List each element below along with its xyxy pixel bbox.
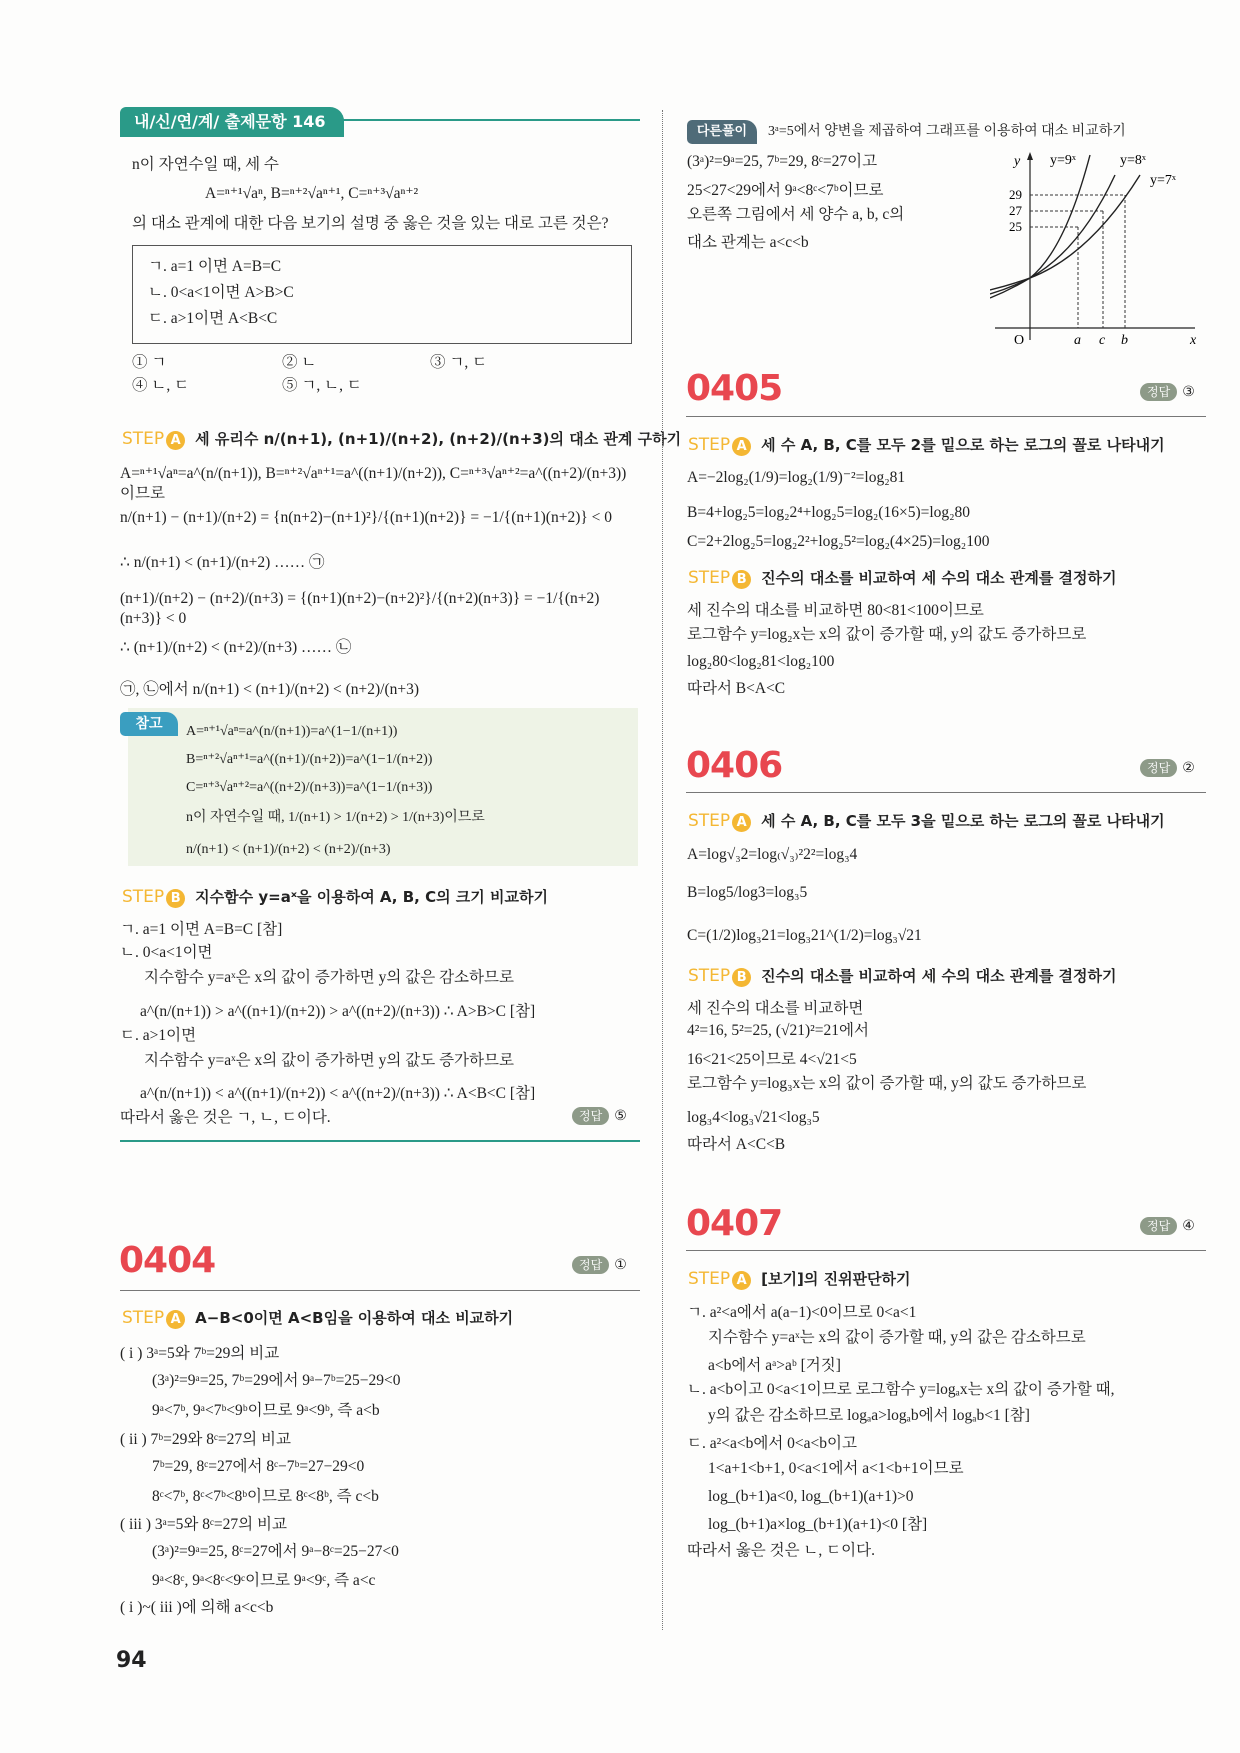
solution-line: log₃4<log₃√21<log₃5 [687, 1109, 820, 1126]
example-item: ㄷ. a>1이면 A<B<C [148, 310, 278, 327]
solution-line: 4²=16, 5²=25, (√21)²=21에서 [687, 1022, 869, 1039]
solution-line: 16<21<25이므로 4<√21<5 [687, 1051, 857, 1068]
solution-line: a^(n/(n+1)) > a^((n+1)/(n+2)) > a^((n+2)/(n+3)) ∴ A>B>C [참] [140, 1003, 536, 1020]
example-item: ㄴ. 0<a<1이면 A>B>C [148, 284, 294, 301]
solution-line: 8ᶜ<7ᵇ, 8ᶜ<7ᵇ<8ᵇ이므로 8ᶜ<8ᵇ, 즉 c<b [152, 1488, 379, 1505]
choice: ⑤ ㄱ, ㄴ, ㄷ [282, 377, 362, 394]
problem-number: 0407 [686, 1203, 783, 1244]
answer-badge [1140, 1217, 1195, 1235]
y-tick: 27 [1009, 203, 1022, 218]
answer-value: ② [1182, 760, 1195, 776]
solution-line: a<b에서 aᵃ>aᵇ [거짓] [708, 1357, 841, 1374]
alt-line: 대소 관계는 a<c<b [687, 234, 809, 251]
note-line: n이 자연수일 때, 1/(n+1) > 1/(n+2) > 1/(n+3)이므로 [186, 810, 485, 825]
solution-line: A=−2log₂(1/9)=log₂(1/9)⁻²=log₂81 [687, 469, 906, 486]
choice: ③ ㄱ, ㄷ [430, 354, 488, 371]
example-item: ㄱ. a=1 이면 A=B=C [148, 258, 282, 275]
solution-line: log_(b+1)a×log_(b+1)(a+1)<0 [참] [708, 1516, 928, 1533]
solution-line: a^(n/(n+1)) < a^((n+1)/(n+2)) < a^((n+2)/(n+3)) ∴ A<B<C [참] [140, 1085, 536, 1102]
step-title: 진수의 대소를 비교하여 세 수의 대소 관계를 결정하기 [761, 569, 1117, 587]
step-badge: A [732, 813, 751, 832]
exponential-graph [990, 150, 1210, 348]
answer-label: 정답 [572, 1107, 609, 1125]
step-b-heading [688, 965, 1117, 987]
y-tick: 25 [1009, 219, 1022, 234]
column-divider [662, 110, 663, 1630]
note-line: C=ⁿ⁺³√aⁿ⁺²=a^((n+2)/(n+3))=a^(1−1/(n+3)) [186, 780, 433, 795]
choice: ④ ㄴ, ㄷ [132, 377, 190, 394]
solution-line: 9ᵃ<7ᵇ, 9ᵃ<7ᵇ<9ᵇ이므로 9ᵃ<9ᵇ, 즉 a<b [152, 1402, 380, 1419]
solution-line: ( i )~( iii )에 의해 a<c<b [120, 1599, 274, 1616]
solution-line: (n+1)/(n+2) − (n+2)/(n+3) = {(n+1)(n+2)−(n+2)²}/{(n+2)(n+3)} = −1/{(n+2)(n+3)} < 0 [120, 590, 600, 627]
answer-value: ③ [1182, 384, 1195, 400]
solution-line: 7ᵇ=29, 8ᶜ=27에서 8ᶜ−7ᵇ=27−29<0 [152, 1458, 365, 1475]
solution-line: 지수함수 y=aˣ는 x의 값이 증가할 때, y의 값은 감소하므로 [708, 1329, 1086, 1346]
answer-value: ④ [1182, 1218, 1195, 1234]
answer-label: 정답 [1140, 1217, 1177, 1235]
step-badge: A [166, 431, 185, 450]
problem-rule [686, 792, 1206, 793]
solution-line: 9ᵃ<8ᶜ, 9ᵃ<8ᶜ<9ᶜ이므로 9ᵃ<9ᶜ, 즉 a<c [152, 1572, 376, 1589]
step-b-heading [688, 567, 1117, 589]
alt-solution-badge: 다른풀이 [687, 120, 757, 144]
solution-line: 지수함수 y=aˣ은 x의 값이 증가하면 y의 값은 감소하므로 [144, 969, 514, 986]
step-title: 세 수 A, B, C를 모두 2를 밑으로 하는 로그의 꼴로 나타내기 [761, 436, 1165, 454]
x-tick: a [1074, 333, 1081, 348]
answer-value: ⑤ [614, 1108, 627, 1124]
step-title: [보기]의 진위판단하기 [761, 1270, 911, 1288]
answer-badge [572, 1107, 627, 1125]
step-a-heading [122, 1307, 513, 1329]
problem-line: 의 대소 관계에 대한 다음 보기의 설명 중 옳은 것을 있는 대로 고른 것은? [132, 215, 609, 232]
step-label: STEP [688, 435, 731, 455]
solution-line: y의 값은 감소하므로 logₐa>logₐb에서 logₐb<1 [참] [708, 1407, 1030, 1424]
step-label: STEP [688, 1269, 731, 1289]
step-title: 진수의 대소를 비교하여 세 수의 대소 관계를 결정하기 [761, 967, 1117, 985]
answer-value: ① [614, 1257, 627, 1273]
solution-line: log_(b+1)a<0, log_(b+1)(a+1)>0 [708, 1488, 914, 1505]
step-title: 지수함수 y=aˣ을 이용하여 A, B, C의 크기 비교하기 [195, 888, 548, 906]
problem-rule [120, 1290, 640, 1291]
header-rule [340, 119, 640, 121]
x-axis-label: x [1190, 333, 1197, 348]
problem-number: 0405 [686, 368, 783, 409]
solution-line: A=ⁿ⁺¹√aⁿ=a^(n/(n+1)), B=ⁿ⁺²√aⁿ⁺¹=a^((n+1)/(n+2)), C=ⁿ⁺³√aⁿ⁺²=a^((n+2)/(n+3))이므로 [120, 465, 627, 502]
solution-line: 로그함수 y=log₂x는 x의 값이 증가할 때, y의 값도 증가하므로 [687, 626, 1087, 643]
origin-label: O [1014, 333, 1025, 348]
note-line: n/(n+1) < (n+1)/(n+2) < (n+2)/(n+3) [186, 842, 391, 857]
solution-line: n/(n+1) − (n+1)/(n+2) = {n(n+2)−(n+1)²}/{(n+1)(n+2)} = −1/{(n+1)(n+2)} < 0 [120, 509, 613, 526]
solution-line: ( i ) 3ᵃ=5와 7ᵇ=29의 비교 [120, 1345, 280, 1362]
solution-line: ㉠, ㉡에서 n/(n+1) < (n+1)/(n+2) < (n+2)/(n+3) [120, 681, 420, 698]
solution-line: 따라서 옳은 것은 ㄴ, ㄷ이다. [687, 1542, 875, 1559]
problem-line: A=ⁿ⁺¹√aⁿ, B=ⁿ⁺²√aⁿ⁺¹, C=ⁿ⁺³√aⁿ⁺² [205, 185, 419, 202]
step-label: STEP [688, 811, 731, 831]
solution-line: ㄷ. a>1이면 [120, 1027, 197, 1044]
step-title: 세 수 A, B, C를 모두 3을 밑으로 하는 로그의 꼴로 나타내기 [761, 812, 1165, 830]
solution-line: ㄱ. a²<a에서 a(a−1)<0이므로 0<a<1 [687, 1304, 917, 1321]
solution-line: 지수함수 y=aˣ은 x의 값이 증가하면 y의 값도 증가하므로 [144, 1052, 514, 1069]
step-a-heading [122, 428, 681, 450]
page-number: 94 [116, 1648, 147, 1673]
answer-label: 정답 [1140, 383, 1177, 401]
alt-line: 오른쪽 그림에서 세 양수 a, b, c의 [687, 206, 905, 223]
solution-line: ( ii ) 7ᵇ=29와 8ᶜ=27의 비교 [120, 1431, 291, 1448]
answer-badge [1140, 383, 1195, 401]
solution-line: (3ᵃ)²=9ᵃ=25, 7ᵇ=29에서 9ᵃ−7ᵇ=25−29<0 [152, 1372, 401, 1389]
alt-line: 25<27<29에서 9ᵃ<8ᶜ<7ᵇ이므로 [687, 182, 884, 199]
x-tick: c [1099, 333, 1106, 348]
step-a-heading [688, 1268, 911, 1290]
step-label: STEP [688, 966, 731, 986]
solution-line: B=log5/log3=log₃5 [687, 884, 808, 901]
step-label: STEP [122, 1308, 165, 1328]
solution-line: A=log√₃2=log₍√₃₎²2²=log₃4 [687, 846, 858, 863]
y-tick: 29 [1009, 187, 1022, 202]
alt-line: (3ᵃ)²=9ᵃ=25, 7ᵇ=29, 8ᶜ=27이고 [687, 153, 878, 170]
section-header: 내/신/연/계/ 출제문항 146 [120, 107, 344, 137]
step-badge: A [166, 1310, 185, 1329]
solution-line: 로그함수 y=log₃x는 x의 값이 증가할 때, y의 값도 증가하므로 [687, 1075, 1087, 1092]
choice: ② ㄴ [282, 354, 317, 371]
step-badge: A [732, 1271, 751, 1290]
solution-line: C=2+2log₂5=log₂2²+log₂5²=log₂(4×25)=log₂100 [687, 533, 990, 550]
step-a-heading [688, 810, 1165, 832]
solution-line: B=4+log₂5=log₂2⁴+log₂5=log₂(16×5)=log₂80 [687, 504, 971, 521]
x-tick: b [1121, 333, 1128, 348]
solution-line: 세 진수의 대소를 비교하면 80<81<100이므로 [687, 602, 984, 619]
solution-line: 따라서 A<C<B [687, 1136, 786, 1153]
step-a-heading [688, 434, 1165, 456]
step-title: A−B<0이면 A<B임을 이용하여 대소 비교하기 [195, 1309, 514, 1327]
solution-line: ∴ n/(n+1) < (n+1)/(n+2) …… ㉠ [120, 554, 325, 571]
problem-rule [686, 416, 1206, 417]
answer-label: 정답 [1140, 759, 1177, 777]
step-b-heading [122, 886, 548, 908]
solution-line: log₂80<log₂81<log₂100 [687, 653, 835, 670]
step-badge: B [166, 889, 185, 908]
step-label: STEP [122, 887, 165, 907]
alt-title: 3ᵃ=5에서 양변을 제곱하여 그래프를 이용하여 대소 비교하기 [768, 124, 1126, 139]
y-axis-label: y [1014, 154, 1021, 169]
note-line: B=ⁿ⁺²√aⁿ⁺¹=a^((n+1)/(n+2))=a^(1−1/(n+2)) [186, 752, 433, 767]
curve-label: y=7ˣ [1150, 173, 1176, 188]
answer-badge [1140, 759, 1195, 777]
y-axis-arrow-icon [1027, 152, 1033, 160]
step-label: STEP [122, 429, 165, 449]
answer-label: 정답 [572, 1256, 609, 1274]
solution-line: (3ᵃ)²=9ᵃ=25, 8ᶜ=27에서 9ᵃ−8ᶜ=25−27<0 [152, 1543, 399, 1560]
solution-line: ㄴ. 0<a<1이면 [120, 944, 213, 961]
problem-line: n이 자연수일 때, 세 수 [132, 156, 279, 173]
solution-line: ∴ (n+1)/(n+2) < (n+2)/(n+3) …… ㉡ [120, 639, 352, 656]
solution-line: 따라서 B<A<C [687, 680, 786, 697]
step-badge: B [732, 570, 751, 589]
curve-label: y=8ˣ [1120, 153, 1146, 168]
note-line: A=ⁿ⁺¹√aⁿ=a^(n/(n+1))=a^(1−1/(n+1)) [186, 724, 398, 739]
solution-line: 1<a+1<b+1, 0<a<1에서 a<1<b+1이므로 [708, 1460, 964, 1477]
solution-line: 세 진수의 대소를 비교하면 [687, 1000, 864, 1017]
problem-number: 0404 [119, 1240, 216, 1281]
solution-line: ㄷ. a²<a<b에서 0<a<b이고 [687, 1435, 857, 1452]
step-title: 세 유리수 n/(n+1), (n+1)/(n+2), (n+2)/(n+3)의 대소 관계 구하기 [195, 430, 682, 448]
solution-line: C=(1/2)log₃21=log₃21^(1/2)=log₃√21 [687, 927, 922, 944]
problem-rule [686, 1250, 1206, 1251]
choice: ① ㄱ [132, 354, 167, 371]
note-badge: 참고 [120, 712, 178, 736]
step-badge: A [732, 437, 751, 456]
step-label: STEP [688, 568, 731, 588]
section-end-rule [120, 1140, 640, 1142]
solution-line: ㄱ. a=1 이면 A=B=C [참] [120, 921, 283, 938]
curve-label: y=9ˣ [1050, 153, 1076, 168]
solution-line: ( iii ) 3ᵃ=5와 8ᶜ=27의 비교 [120, 1516, 287, 1533]
solution-line: 따라서 옳은 것은 ㄱ, ㄴ, ㄷ이다. [120, 1109, 331, 1126]
answer-badge [572, 1256, 627, 1274]
step-badge: B [732, 968, 751, 987]
solution-line: ㄴ. a<b이고 0<a<1이므로 로그함수 y=logₐx는 x의 값이 증가할 때, [687, 1381, 1115, 1398]
problem-number: 0406 [686, 745, 783, 786]
